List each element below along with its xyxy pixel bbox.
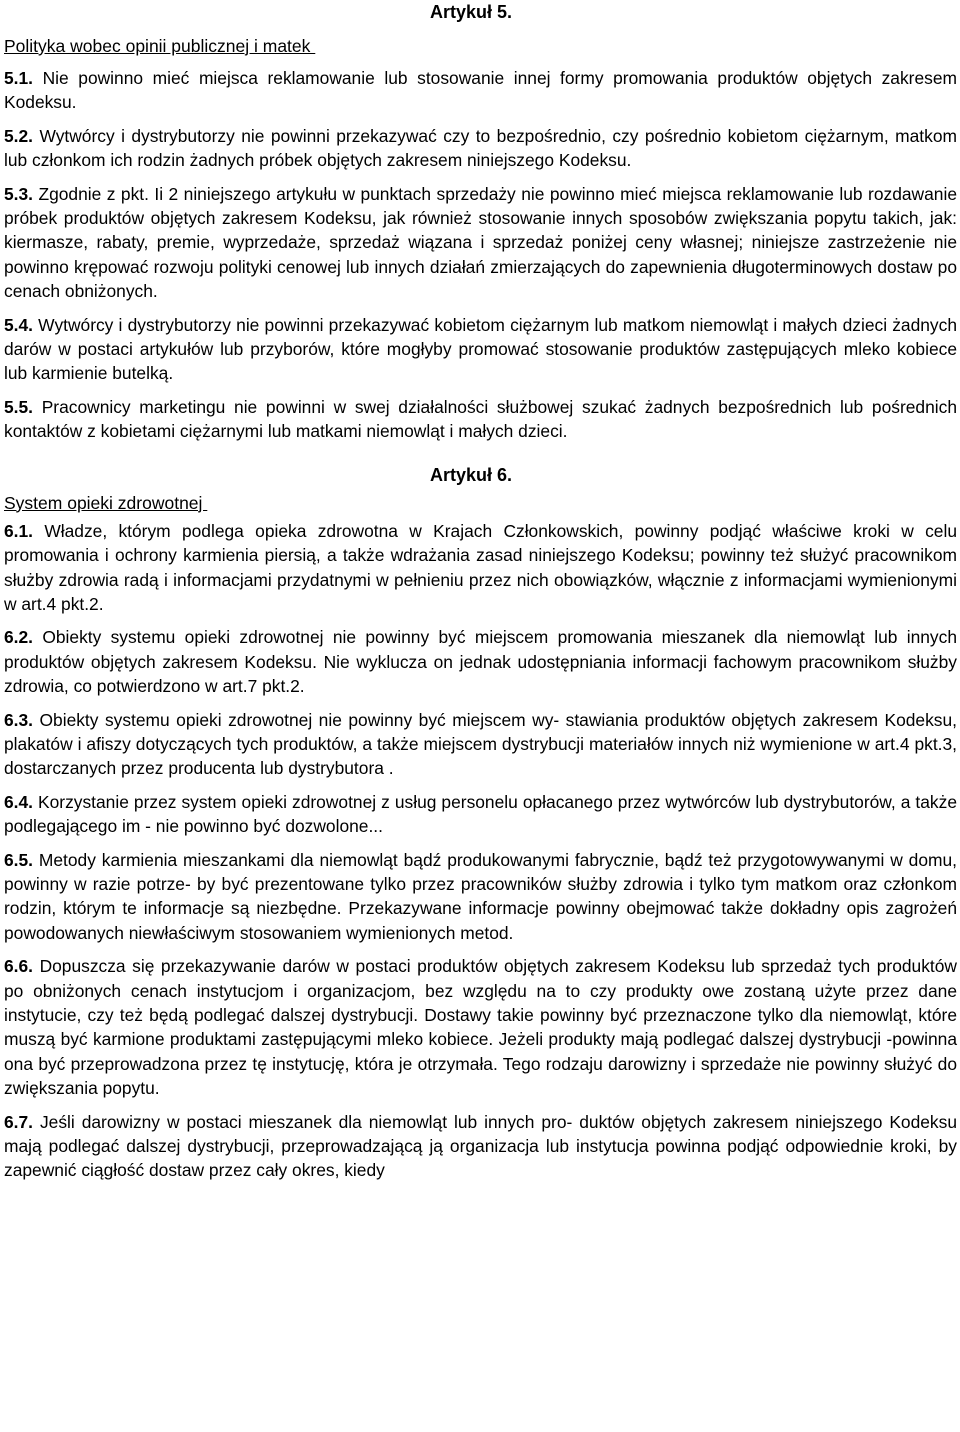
paragraph-number: 5.5. (4, 396, 34, 417)
paragraph-number: 6.6. (4, 956, 34, 977)
paragraph-6-4 (4, 790, 957, 839)
paragraph-number: 6.4. (4, 791, 34, 812)
article-6-section-title: System opieki zdrowotnej (4, 492, 208, 513)
paragraph-5-4 (4, 313, 957, 386)
paragraph-5-1 (4, 66, 957, 115)
paragraph-6-7 (4, 1110, 957, 1183)
paragraph-number: 5.1. (4, 68, 34, 88)
paragraph-6-5 (4, 848, 957, 946)
article-5-title: Artykuł 5. (430, 2, 513, 22)
article-5-section-title: Polityka wobec opinii publicznej i matek (4, 36, 316, 56)
article-5-header (4, 0, 957, 66)
paragraph-6-1 (4, 519, 957, 617)
paragraph-number: 6.3. (4, 709, 34, 730)
paragraph-text: Pracownicy marketingu nie powinni w swej działalności służbowej szukać żadnych bezpośrednich lub pośrednich kontaktów z kobietami ciężarnymi lub matkami niemowląt i małych dzieci. (4, 396, 957, 442)
paragraph-6-3 (4, 708, 957, 781)
paragraph-text: Korzystanie przez system opieki zdrowotnej z usług personelu opłacanego przez wytwórców lub dystrybutorów, a także podlegającego im - nie powinno być dozwolone... (4, 791, 957, 837)
paragraph-6-2 (4, 625, 957, 698)
paragraph-text: Metody karmienia mieszankami dla niemowląt bądź produkowanymi fabrycznie, bądź też przygotowywanymi w domu, powinny w razie potrze- by być prezentowane tylko przez pracowników służby zdrowia i tylko tym matkom oraz członkom rodzin, którym te informacje są niezbędne. Przekazywane informacje powinny obejmować także dokładny opis zagrożeń powodowanych niewłaściwym stosowaniem wymienionych metod. (4, 849, 957, 943)
paragraph-number: 6.7. (4, 1111, 34, 1132)
paragraph-number: 6.1. (4, 520, 34, 541)
paragraph-text: Władze, którym podlega opieka zdrowotna w Krajach Członkowskich, powinny podjąć właściwe kroki w celu promowania i ochrony karmienia piersią, a także wdrażania zasad niniejszego Kodeksu; powinny też służyć pracownikom służby zdrowia radą i informacjami przydatnymi w pełnieniu przez nich obowiązków, włącznie z informacjami wymienionymi w art.4 pkt.2. (4, 520, 957, 614)
paragraph-6-6 (4, 954, 957, 1100)
document-body (4, 0, 957, 1192)
paragraph-text: Obiekty systemu opieki zdrowotnej nie powinny być miejscem wy- stawiania produktów objętych zakresem Kodeksu, plakatów i afiszy dotyczących tych produktów, a także miejscem dystrybucji materiałów innych niż wymienione w art.4 pkt.3, dostarczanych przez producenta lub dystrybutora . (4, 709, 957, 779)
paragraph-5-5 (4, 395, 957, 444)
paragraph-text: Zgodnie z pkt. Ii 2 niniejszego artykułu w punktach sprzedaży nie powinno mieć miejsca reklamowanie lub rozdawanie próbek produktów objętych zakresem Kodeksu, jak również stosowanie innych sposobów zwiększania popytu takich, jak: kiermasze, rabaty, premie, wyprzedaże, sprzedaż wiązana i sprzedaż poniżej ceny własnej; niniejsze zastrzeżenie nie powinno krępować rozwoju polityki cenowej lub innych działań zmierzających do zapewnienia długoterminowych dostaw po cenach obniżonych. (4, 183, 957, 302)
paragraph-number: 6.2. (4, 627, 34, 648)
paragraph-5-2 (4, 124, 957, 173)
article-6-header (4, 453, 957, 519)
paragraph-text: Nie powinno mieć miejsca reklamowanie lub stosowanie innej formy promowania produktów objętych zakresem Kodeksu. (4, 68, 957, 113)
paragraph-number: 5.3. (4, 183, 34, 204)
paragraph-text: Wytwórcy i dystrybutorzy nie powinni przekazywać czy to bezpośrednio, czy pośrednio kobietom ciężarnym, matkom lub członkom ich rodzin żadnych próbek objętych zakresem niniejszego Kodeksu. (4, 125, 957, 171)
paragraph-text: Jeśli darowizny w postaci mieszanek dla niemowląt lub innych pro- duktów objętych zakresem niniejszego Kodeksu mają podlegać dalszej dystrybucji, przeprowadzającą ją organizacja lub instytucja powinna podjąć odpowiednie kroki, by zapewnić ciągłość dostaw przez cały okres, kiedy (4, 1111, 957, 1181)
paragraph-text: Dopuszcza się przekazywanie darów w postaci produktów objętych zakresem Kodeksu lub sprzedaż tych produktów po obniżonych cenach instytucjom i organizacjom, bez względu na to czy produkty owe zostaną użyte przez dane instytucie, czy też będą podlegać dalszej dystrybucji. Dostawy takie powinny być przeznaczone tylko dla niemowląt, które muszą być karmione produktami zastępującymi mleko kobiece. Jeżeli produkty mają podlegać dalszej dystrybucji -powinna ona być przeprowadzona przez tę instytucję, która je otrzymała. Tego rodzaju darowizny i sprzedaże nie powinny służyć do zwiększania popytu. (4, 956, 957, 1099)
paragraph-number: 5.2. (4, 125, 34, 146)
paragraph-text: Wytwórcy i dystrybutorzy nie powinni przekazywać kobietom ciężarnym lub matkom niemowląt i małych dzieci żadnych darów w postaci artykułów lub przyborów, które mogłyby promować stosowanie produktów zastępujących mleko kobiece lub karmienie butelką. (4, 314, 957, 384)
paragraph-number: 6.5. (4, 849, 34, 870)
article-6-title: Artykuł 6. (430, 464, 513, 485)
paragraph-text: Obiekty systemu opieki zdrowotnej nie powinny być miejscem promowania mieszanek dla niemowląt lub innych produktów objętych zakresem Kodeksu. Nie wyklucza on jednak udostępniania informacji fachowym pracownikom służby zdrowia, co potwierdzono w art.7 pkt.2. (4, 627, 957, 697)
paragraph-5-3 (4, 182, 957, 304)
paragraph-number: 5.4. (4, 314, 34, 335)
